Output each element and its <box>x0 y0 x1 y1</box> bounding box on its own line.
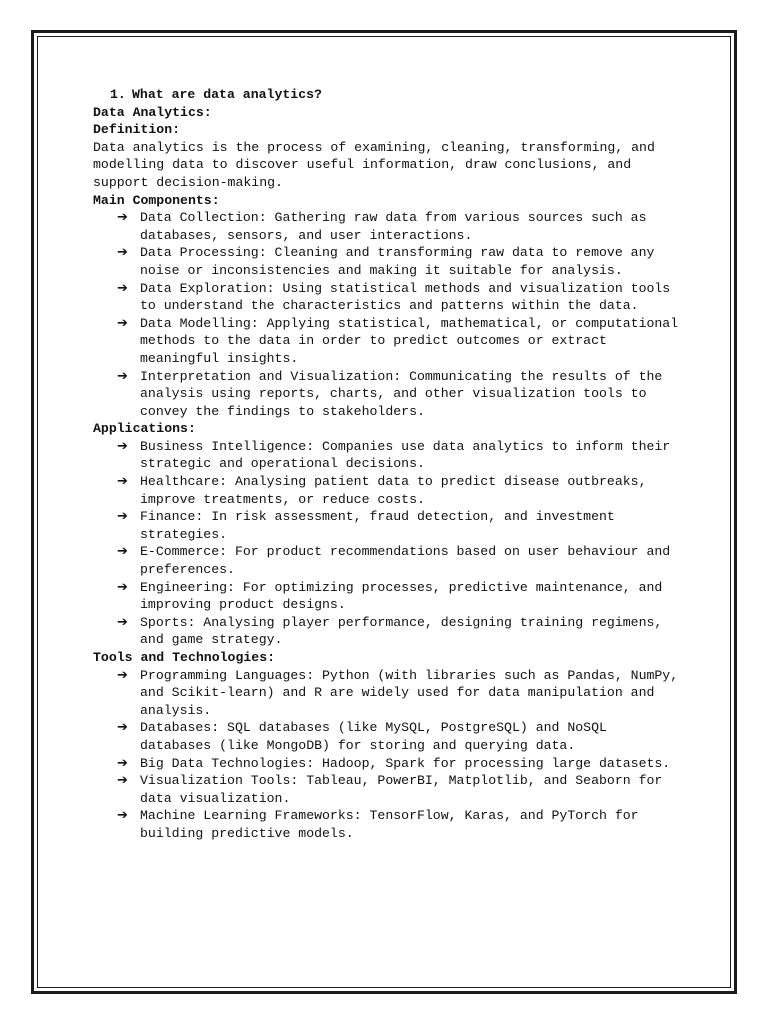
list-item <box>93 614 683 649</box>
question-title <box>93 86 683 104</box>
list-item <box>93 368 683 421</box>
list-item <box>93 667 683 720</box>
arrow-bullet-icon: ➔ <box>117 509 128 525</box>
arrow-bullet-icon: ➔ <box>117 720 128 736</box>
definition-heading: Definition: <box>93 122 181 138</box>
list-item <box>93 579 683 614</box>
arrow-bullet-icon: ➔ <box>117 245 128 261</box>
list-item-text: Healthcare: Analysing patient data to predict disease outbreaks, improve treatments, or reduce costs. <box>140 474 647 507</box>
list-item-text: Data Exploration: Using statistical methods and visualization tools to understand the characteristics and patterns within the data. <box>140 280 671 314</box>
list-item <box>93 315 683 368</box>
document-body <box>93 86 683 843</box>
list-item-text: Business Intelligence: Companies use data analytics to inform their strategic and operational decisions. <box>140 438 671 472</box>
list-item-text: Interpretation and Visualization: Communicating the results of the analysis using reports, charts, and other visualization tools to convey the findings to stakeholders. <box>140 368 663 419</box>
section-heading: Main Components: <box>93 192 220 208</box>
section-heading: Tools and Technologies: <box>93 650 276 665</box>
arrow-bullet-icon: ➔ <box>117 438 128 454</box>
list-item <box>93 280 683 315</box>
list-item-text: Big Data Technologies: Hadoop, Spark for processing large datasets. <box>140 755 671 771</box>
bullet-list <box>93 667 683 843</box>
arrow-bullet-icon: ➔ <box>117 315 128 331</box>
arrow-bullet-icon: ➔ <box>117 808 128 824</box>
arrow-bullet-icon: ➔ <box>117 280 128 296</box>
arrow-bullet-icon: ➔ <box>117 773 128 789</box>
list-item <box>93 508 683 543</box>
question-number: 1. <box>110 87 126 102</box>
arrow-bullet-icon: ➔ <box>117 614 128 630</box>
list-item-text: Databases: SQL databases (like MySQL, PostgreSQL) and NoSQL databases (like MongoDB) for storing and querying data. <box>140 720 607 753</box>
list-item <box>93 719 683 754</box>
list-item <box>93 244 683 279</box>
section-main-components <box>93 192 683 421</box>
definition-text: Data analytics is the process of examining, cleaning, transforming, and modelling data to discover useful information, draw conclusions, and support decision-making. <box>93 139 655 190</box>
arrow-bullet-icon: ➔ <box>117 755 128 771</box>
section-heading: Applications: <box>93 421 196 437</box>
arrow-bullet-icon: ➔ <box>117 474 128 490</box>
list-item <box>93 807 683 842</box>
list-item-text: Data Modelling: Applying statistical, mathematical, or computational methods to the data in order to predict outcomes or extract meaningful insights. <box>140 315 679 366</box>
list-item <box>93 209 683 244</box>
list-item <box>93 772 683 807</box>
arrow-bullet-icon: ➔ <box>117 210 128 226</box>
list-item-text: Visualization Tools: Tableau, PowerBI, Matplotlib, and Seaborn for data visualization. <box>140 773 663 806</box>
arrow-bullet-icon: ➔ <box>117 579 128 595</box>
list-item <box>93 543 683 578</box>
list-item-text: E-Commerce: For product recommendations based on user behaviour and preferences. <box>140 544 671 578</box>
arrow-bullet-icon: ➔ <box>117 368 128 384</box>
list-item-text: Data Collection: Gathering raw data from various sources such as databases, sensors, and user interactions. <box>140 210 647 243</box>
topic-heading: Data Analytics: <box>93 104 212 120</box>
bullet-list <box>93 438 683 649</box>
arrow-bullet-icon: ➔ <box>117 667 128 683</box>
section-applications <box>93 420 683 649</box>
list-item-text: Finance: In risk assessment, fraud detection, and investment strategies. <box>140 509 615 542</box>
list-item-text: Machine Learning Frameworks: TensorFlow, Karas, and PyTorch for building predictive models. <box>140 808 639 841</box>
list-item <box>93 755 683 773</box>
section-tools-and-technologies <box>93 649 683 843</box>
question-text: What are data analytics? <box>132 87 322 102</box>
list-item-text: Sports: Analysing player performance, designing training regimens, and game strategy. <box>140 614 663 648</box>
bullet-list <box>93 209 683 420</box>
list-item-text: Programming Languages: Python (with libraries such as Pandas, NumPy, and Scikit-learn) and R are widely used for data manipulation and analysis. <box>140 667 679 718</box>
list-item-text: Data Processing: Cleaning and transforming raw data to remove any noise or inconsistencies and making it suitable for analysis. <box>140 245 655 278</box>
list-item-text: Engineering: For optimizing processes, predictive maintenance, and improving product designs. <box>140 579 663 613</box>
arrow-bullet-icon: ➔ <box>117 544 128 560</box>
list-item <box>93 473 683 508</box>
list-item <box>93 438 683 473</box>
